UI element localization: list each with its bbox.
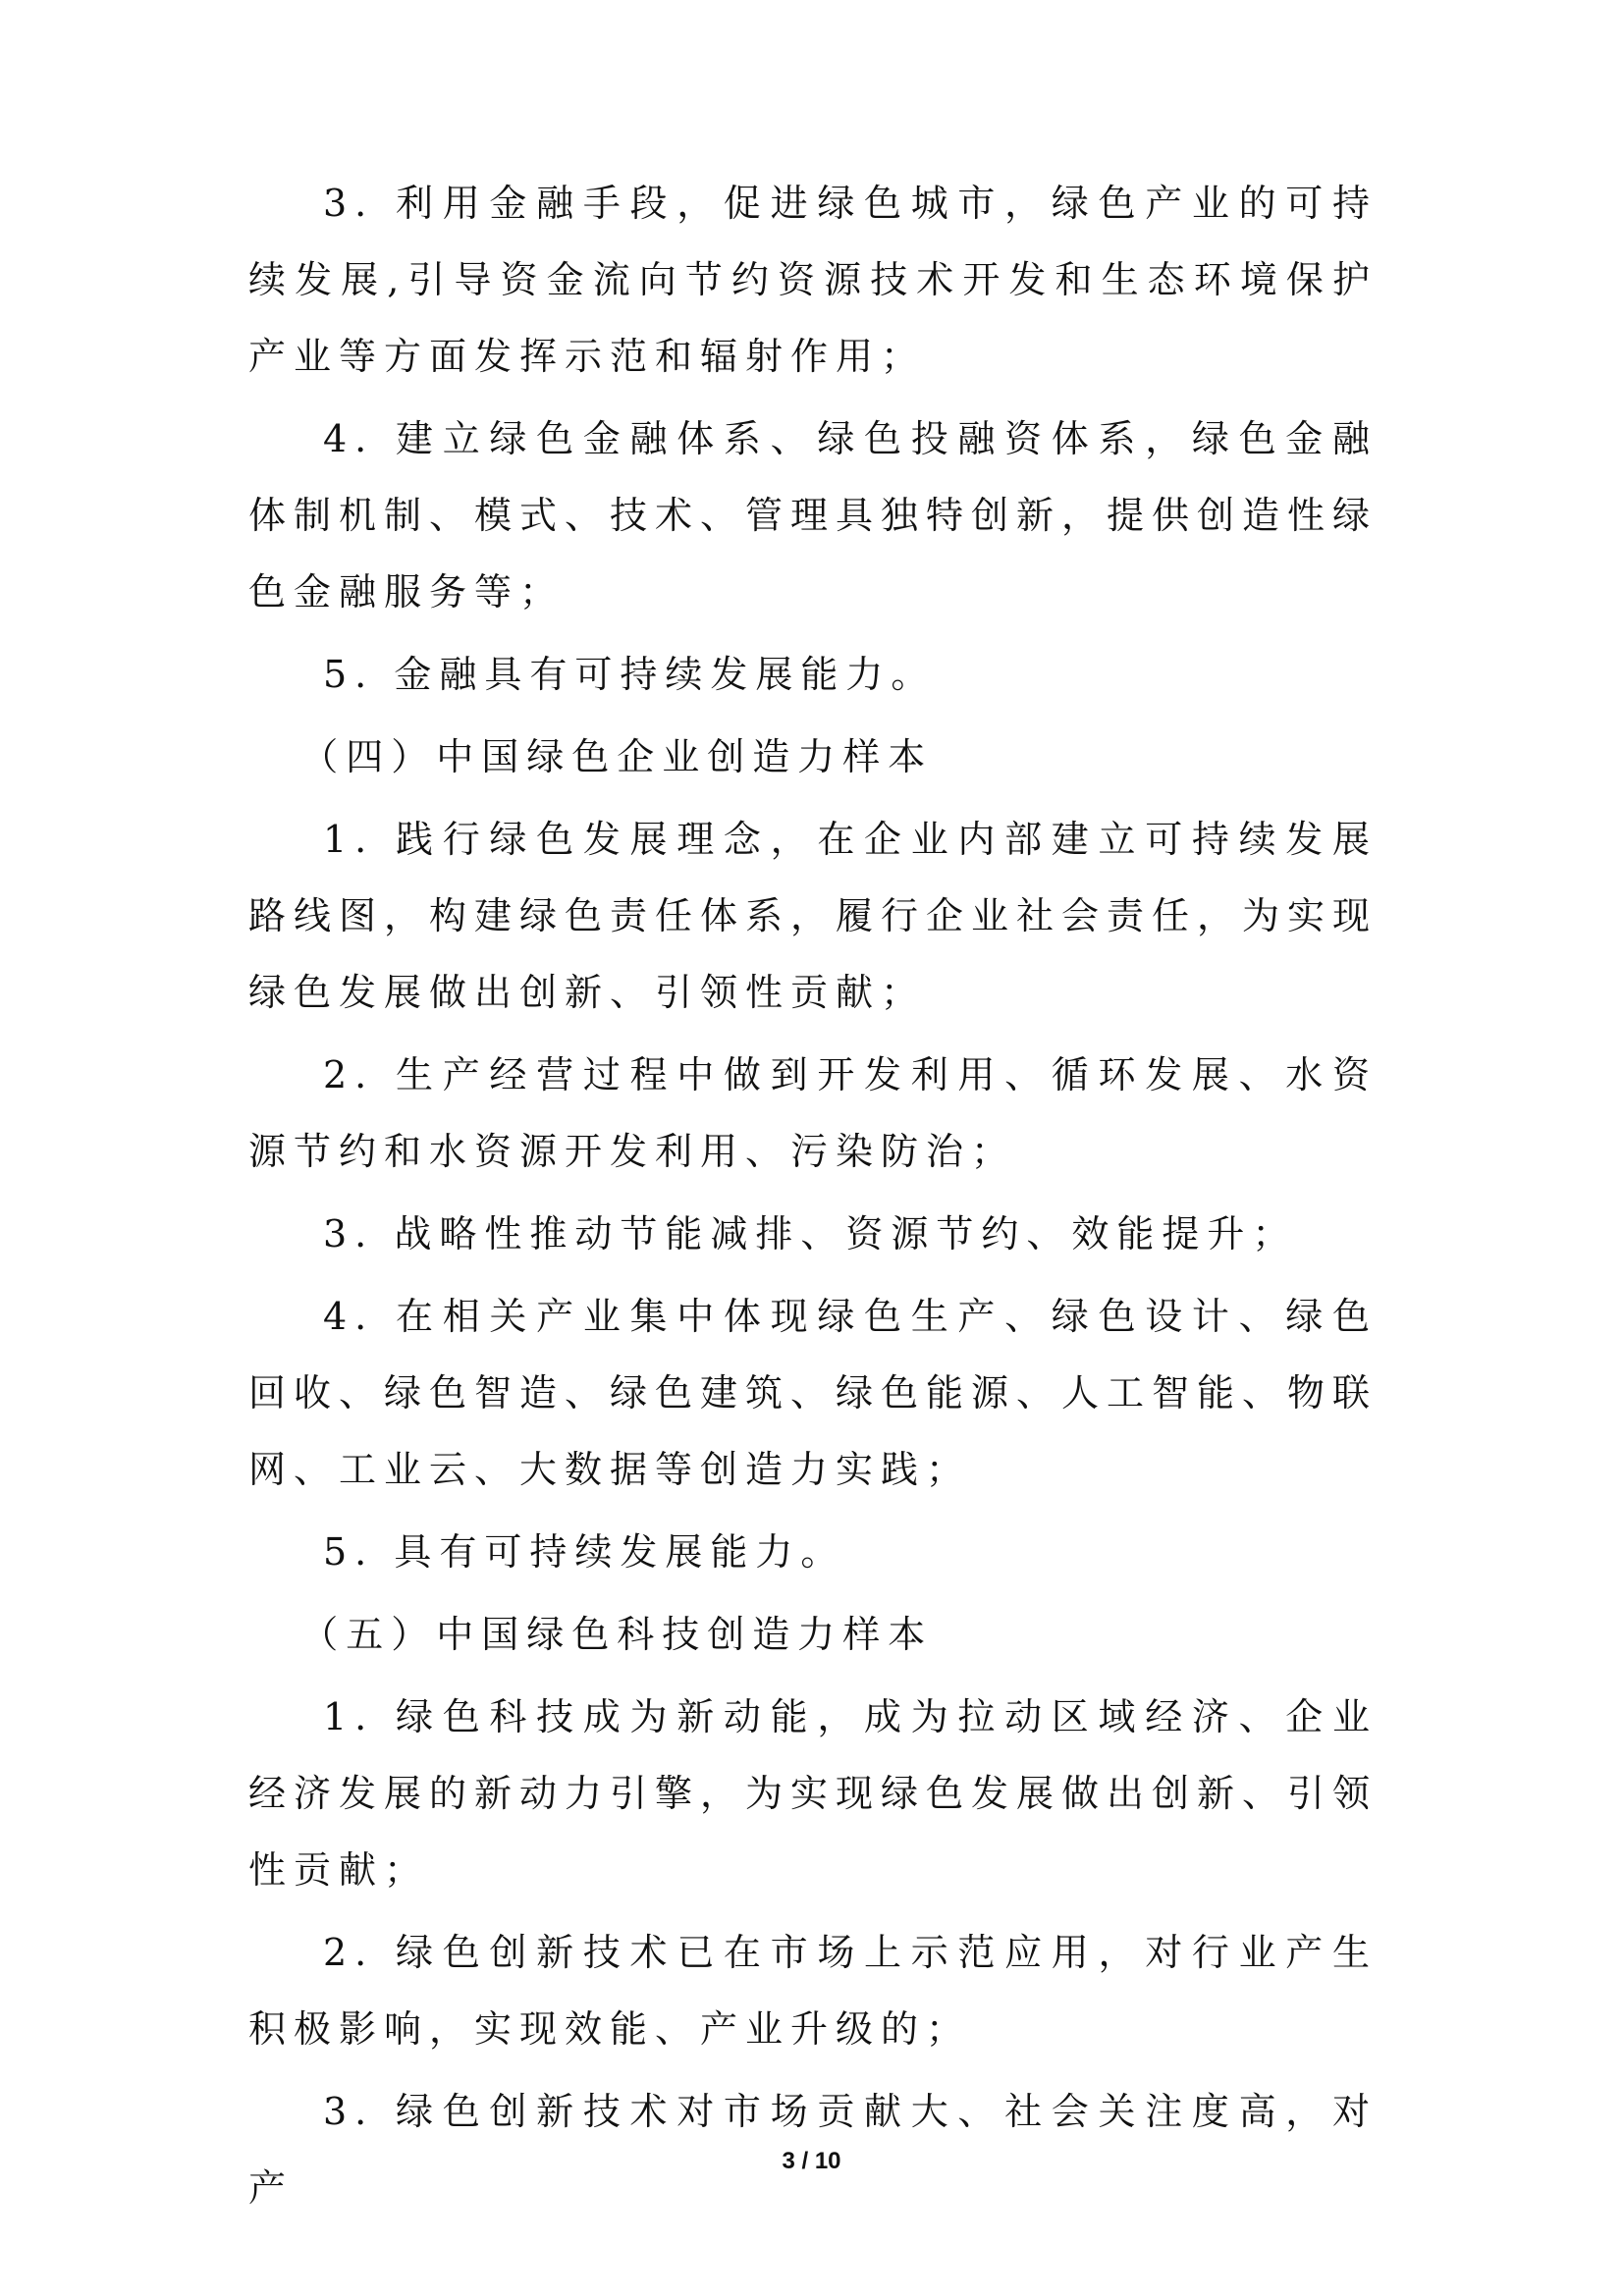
section-heading-enterprise: （四）中国绿色企业创造力样本 (300, 735, 934, 778)
list-item-enterprise-5: 5. 具有可持续发展能力。 (323, 1530, 846, 1574)
list-item-enterprise-4: 4. 在相关产业集中体现绿色生产、绿色设计、绿色回收、绿色智造、绿色建筑、绿色能源、人工智能、物联网、工业云、大数据等创造力实践； (248, 1295, 1379, 1491)
document-body (248, 165, 1378, 2232)
list-item-enterprise-3: 3. 战略性推动节能减排、资源节约、效能提升； (323, 1212, 1298, 1255)
list-item-enterprise-1: 1. 践行绿色发展理念，在企业内部建立可持续发展路线图，构建绿色责任体系，履行企业社会责任，为实现绿色发展做出创新、引领性贡献； (248, 818, 1379, 1014)
list-item-technology-1: 1. 绿色科技成为新动能，成为拉动区域经济、企业经济发展的新动力引擎，为实现绿色发展做出创新、引领性贡献； (248, 1695, 1379, 1892)
section-heading-technology: （五）中国绿色科技创造力样本 (300, 1613, 934, 1656)
list-item-finance-4: 4. 建立绿色金融体系、绿色投融资体系，绿色金融体制机制、模式、技术、管理具独特创新，提供创造性绿色金融服务等； (248, 417, 1379, 614)
list-item-technology-2: 2. 绿色创新技术已在市场上示范应用，对行业产生积极影响，实现效能、产业升级的； (248, 1931, 1378, 2051)
list-item-enterprise-2: 2. 生产经营过程中做到开发利用、循环发展、水资源节约和水资源开发利用、污染防治； (248, 1053, 1378, 1173)
list-item-technology-3: 3. 绿色创新技术对市场贡献大、社会关注度高，对产 (248, 2090, 1378, 2210)
list-item-finance-5: 5. 金融具有可持续发展能力。 (323, 653, 937, 696)
list-item-finance-3: 3. 利用金融手段，促进绿色城市，绿色产业的可持续发展,引导资金流向节约资源技术开发和生态环境保护产业等方面发挥示范和辐射作用； (248, 182, 1378, 378)
page-number: 3 / 10 (782, 2148, 841, 2174)
